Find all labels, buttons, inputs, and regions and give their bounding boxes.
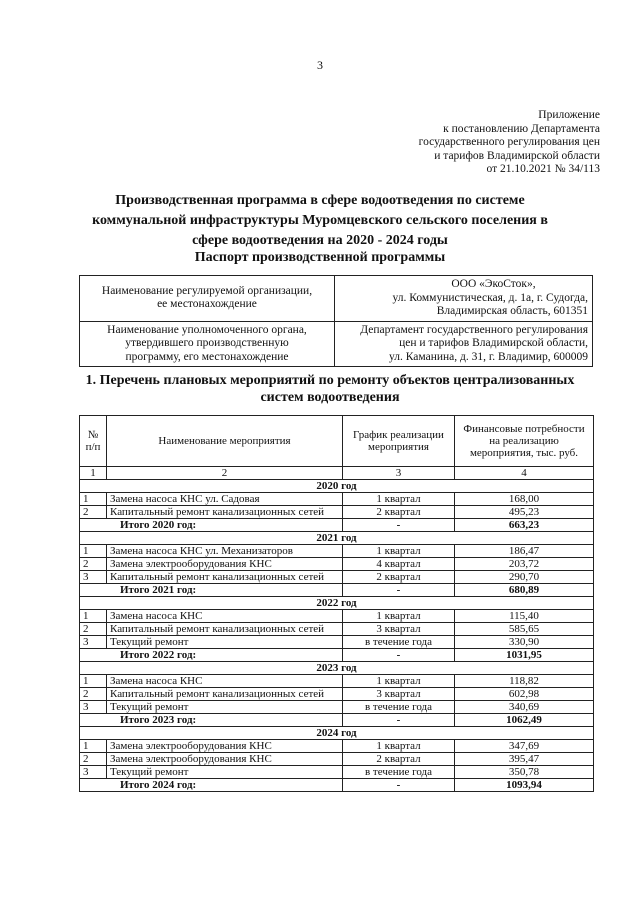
measure-name: Капитальный ремонт канализационных сетей	[107, 506, 343, 519]
table-row	[80, 506, 594, 519]
measure-schedule: 1 квартал	[343, 545, 455, 558]
measure-schedule: в течение года	[343, 766, 455, 779]
total-cost: 680,89	[455, 584, 594, 597]
measure-name: Замена насоса КНС	[107, 675, 343, 688]
measure-schedule: в течение года	[343, 636, 455, 649]
measure-name: Капитальный ремонт канализационных сетей	[107, 623, 343, 636]
measure-name: Капитальный ремонт канализационных сетей	[107, 571, 343, 584]
row-number: 2	[80, 623, 107, 636]
year-row	[80, 597, 594, 610]
passport-value-line: ул. Коммунистическая, д. 1а, г. Судогда,	[392, 291, 588, 304]
passport-label-line: утвердившего производственную	[125, 337, 289, 349]
document-title	[60, 191, 580, 251]
measure-cost: 347,69	[455, 740, 594, 753]
measure-cost: 395,47	[455, 753, 594, 766]
total-cost: 1031,95	[455, 649, 594, 662]
table-row	[80, 688, 594, 701]
passport-value	[335, 276, 593, 322]
table-row	[80, 558, 594, 571]
measure-name: Замена насоса КНС ул. Садовая	[107, 493, 343, 506]
column-number: 2	[107, 467, 343, 480]
header-finance: Финансовые потребности на реализацию мероприятия, тыс. руб.	[455, 416, 594, 467]
year-label: 2024 год	[80, 727, 594, 740]
measure-schedule: 1 квартал	[343, 740, 455, 753]
total-label: Итого 2023 год:	[80, 714, 343, 727]
passport-value	[335, 321, 593, 367]
measure-name: Замена насоса КНС ул. Механизаторов	[107, 545, 343, 558]
table-row	[80, 493, 594, 506]
total-cost: 1093,94	[455, 779, 594, 792]
table-row	[80, 675, 594, 688]
total-cost: 1062,49	[455, 714, 594, 727]
year-label: 2023 год	[80, 662, 594, 675]
row-number: 3	[80, 636, 107, 649]
row-number: 1	[80, 740, 107, 753]
passport-row	[80, 276, 593, 322]
title-line: сфере водоотведения на 2020 - 2024 годы	[192, 233, 448, 248]
measure-cost: 350,78	[455, 766, 594, 779]
passport-value-line: Владимирская область, 601351	[436, 305, 588, 317]
measure-name: Замена электрооборудования КНС	[107, 740, 343, 753]
header-schedule: График реализации мероприятия	[343, 416, 455, 467]
appendix-line: Приложение	[538, 109, 600, 121]
passport-value-line: ООО «ЭкоСток»,	[451, 278, 536, 290]
row-number: 2	[80, 506, 107, 519]
measure-schedule: 2 квартал	[343, 571, 455, 584]
row-number: 3	[80, 766, 107, 779]
row-number: 1	[80, 675, 107, 688]
total-row	[80, 714, 594, 727]
measure-cost: 118,82	[455, 675, 594, 688]
table-row	[80, 740, 594, 753]
year-label: 2022 год	[80, 597, 594, 610]
section-title-line: 1. Перечень плановых мероприятий по ремонту объектов централизованных	[85, 373, 575, 388]
row-number: 1	[80, 545, 107, 558]
header-num: № п/п	[80, 416, 107, 467]
total-schedule: -	[343, 519, 455, 532]
row-number: 2	[80, 753, 107, 766]
passport-value-line: Департамент государственного регулирования	[360, 323, 588, 336]
measure-cost: 585,65	[455, 623, 594, 636]
year-row	[80, 727, 594, 740]
measure-schedule: 4 квартал	[343, 558, 455, 571]
year-label: 2021 год	[80, 532, 594, 545]
total-schedule: -	[343, 649, 455, 662]
measure-name: Текущий ремонт	[107, 766, 343, 779]
section-title	[60, 372, 600, 406]
total-schedule: -	[343, 584, 455, 597]
year-label: 2020 год	[80, 480, 594, 493]
measure-cost: 168,00	[455, 493, 594, 506]
appendix-line: государственного регулирования цен	[418, 136, 600, 148]
row-number: 2	[80, 558, 107, 571]
plan-table	[79, 415, 594, 792]
measure-cost: 203,72	[455, 558, 594, 571]
passport-value-line: ул. Каманина, д. 31, г. Владимир, 600009	[389, 350, 588, 363]
measure-name: Текущий ремонт	[107, 636, 343, 649]
measure-schedule: 1 квартал	[343, 610, 455, 623]
measure-cost: 290,70	[455, 571, 594, 584]
passport-row	[80, 321, 593, 367]
table-row	[80, 636, 594, 649]
measure-cost: 495,23	[455, 506, 594, 519]
table-row	[80, 545, 594, 558]
page-number: 3	[317, 58, 323, 72]
passport-label-line: программу, его местонахождение	[125, 350, 289, 363]
column-number: 1	[80, 467, 107, 480]
header-name: Наименование мероприятия	[107, 416, 343, 467]
total-label: Итого 2021 год:	[80, 584, 343, 597]
passport-label-line: Наименование уполномоченного органа,	[107, 323, 307, 336]
passport-label	[80, 276, 335, 322]
measure-schedule: 1 квартал	[343, 675, 455, 688]
measure-schedule: 3 квартал	[343, 688, 455, 701]
measure-name: Капитальный ремонт канализационных сетей	[107, 688, 343, 701]
year-row	[80, 532, 594, 545]
measure-name: Замена электрооборудования КНС	[107, 753, 343, 766]
total-label: Итого 2024 год:	[80, 779, 343, 792]
appendix-note	[370, 109, 600, 177]
title-line: Производственная программа в сфере водоотведения по системе	[115, 193, 525, 208]
total-row	[80, 519, 594, 532]
measure-schedule: 2 квартал	[343, 506, 455, 519]
measure-cost: 330,90	[455, 636, 594, 649]
table-row	[80, 610, 594, 623]
table-row	[80, 701, 594, 714]
appendix-line: к постановлению Департамента	[443, 122, 600, 135]
column-number-row	[80, 467, 594, 480]
passport-label	[80, 321, 335, 367]
table-row	[80, 623, 594, 636]
row-number: 1	[80, 610, 107, 623]
row-number: 2	[80, 688, 107, 701]
measure-cost: 340,69	[455, 701, 594, 714]
measure-schedule: 3 квартал	[343, 623, 455, 636]
total-label: Итого 2022 год:	[80, 649, 343, 662]
appendix-line: и тарифов Владимирской области	[434, 149, 600, 162]
year-row	[80, 662, 594, 675]
measure-schedule: 2 квартал	[343, 753, 455, 766]
total-schedule: -	[343, 779, 455, 792]
total-cost: 663,23	[455, 519, 594, 532]
measure-cost: 602,98	[455, 688, 594, 701]
row-number: 3	[80, 701, 107, 714]
measure-cost: 115,40	[455, 610, 594, 623]
passport-title: Паспорт производственной программы	[194, 250, 446, 265]
measure-name: Текущий ремонт	[107, 701, 343, 714]
column-number: 3	[343, 467, 455, 480]
measure-schedule: в течение года	[343, 701, 455, 714]
measure-name: Замена электрооборудования КНС	[107, 558, 343, 571]
total-schedule: -	[343, 714, 455, 727]
table-row	[80, 571, 594, 584]
total-row	[80, 779, 594, 792]
passport-label-line: Наименование регулируемой организации,	[101, 284, 313, 297]
appendix-line: от 21.10.2021 № 34/113	[486, 163, 600, 175]
measure-schedule: 1 квартал	[343, 493, 455, 506]
row-number: 1	[80, 493, 107, 506]
passport-table	[79, 275, 593, 367]
total-row	[80, 649, 594, 662]
row-number: 3	[80, 571, 107, 584]
measure-name: Замена насоса КНС	[107, 610, 343, 623]
title-line: коммунальной инфраструктуры Муромцевского сельского поселения в	[92, 213, 548, 228]
measure-cost: 186,47	[455, 545, 594, 558]
column-number: 4	[455, 467, 594, 480]
table-header-row	[80, 416, 594, 467]
passport-value-line: цен и тарифов Владимирской области,	[399, 337, 588, 349]
total-row	[80, 584, 594, 597]
passport-label-line: ее местонахождение	[157, 298, 257, 311]
year-row	[80, 480, 594, 493]
table-row	[80, 753, 594, 766]
section-title-line: систем водоотведения	[260, 390, 400, 405]
table-row	[80, 766, 594, 779]
total-label: Итого 2020 год:	[80, 519, 343, 532]
